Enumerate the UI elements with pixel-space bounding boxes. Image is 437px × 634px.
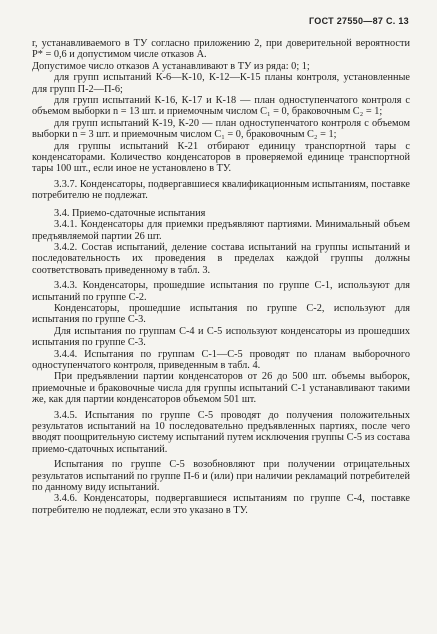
paragraph: 3.3.7. Конденсаторы, подвергавшиеся квалификационным испытаниям, поставке потребителю не подлежат.: [32, 178, 410, 202]
paragraph: Конденсаторы, прошедшие испытания по группе С-2, используют для испытания по группе С-3.: [32, 302, 410, 326]
paragraph-line: r, устанавливаемого в ТУ согласно приложению 2, при доверительной вероятности P* = 0,6 и допустимом числе отказов А.: [32, 38, 410, 61]
paragraph: для группы испытаний К-21 отбирают единицу транспортной тары с конденсаторами. Количество конденсаторов в проверяемой единице транспортной тары 100 шт., если иное не установлено в ТУ.: [32, 140, 410, 175]
paragraph: 3.4. Приемо-сдаточные испытания: [54, 207, 206, 219]
paragraph: 3.4.6. Конденсаторы, подвергавшиеся испытаниям по группе С-4, поставке потребителю не подлежат, если это указано в ТУ.: [32, 493, 410, 516]
paragraph-line: Допустимое число отказов А устанавливают в ТУ из ряда: 0; 1;: [32, 60, 310, 72]
paragraph: для групп испытаний К-16, К-17 и К-18 — план одноступенчатого контроля с объемом выборки n = 13 шт. и приемочным числом C₁ = 0, браковочным C₂ = 1;: [32, 95, 410, 118]
paragraph: При предъявлении партии конденсаторов от 26 до 500 шт. объемы выборок, приемочные и браковочные числа для группы испытаний С-1 устанавливают такими же, как для партии конденсаторов объемом 501 шт.: [32, 371, 410, 406]
paragraph: 3.4.4. Испытания по группам С-1—С-5 проводят по планам выборочного одноступенчатого контроля, приведенным в табл. 4.: [32, 348, 410, 371]
page-header: ГОСТ 27550—87 С. 13: [308, 16, 409, 26]
paragraph: 3.4.5. Испытания по группе С-5 проводят до получения положительных результатов испытаний на 10 последовательно предъявленных партиях, после чего вводят поощрительную систему испытаний путем исключения группы С-5 из состава приемо-сдаточных испытаний.: [32, 409, 410, 455]
paragraph: 3.4.2. Состав испытаний, деление состава испытаний на группы испытаний и последовательность их проведения в пределах каждой группы должны соответствовать приведенному в табл. 3.: [32, 241, 410, 276]
paragraph: Для испытания по группам С-4 и С-5 используют конденсаторы из прошедших испытания по группе С-3.: [32, 325, 410, 349]
body-text: [32, 38, 410, 516]
paragraph: для групп испытаний К-6—К-10, К-12—К-15 планы контроля, установленные для групп П-2—П-6;: [32, 72, 410, 95]
paragraph: 3.4.3. Конденсаторы, прошедшие испытания по группе С-1, используют для испытаний по группе С-2.: [32, 280, 410, 303]
paragraph: для групп испытаний К-19, К-20 — план одноступенчатого контроля с объемом выборки n = 3 шт. и приемочным числом C₁ = 0, браковочным C₂ = 1;: [32, 117, 410, 141]
paragraph: 3.4.1. Конденсаторы для приемки предъявляют партиями. Минимальный объем предъявляемой партии 26 шт.: [32, 219, 410, 242]
paragraph: Испытания по группе С-5 возобновляют при получении отрицательных результатов испытаний по группе П-6 и (или) при наличии рекламаций потребителей по данному виду испытаний.: [32, 459, 410, 494]
